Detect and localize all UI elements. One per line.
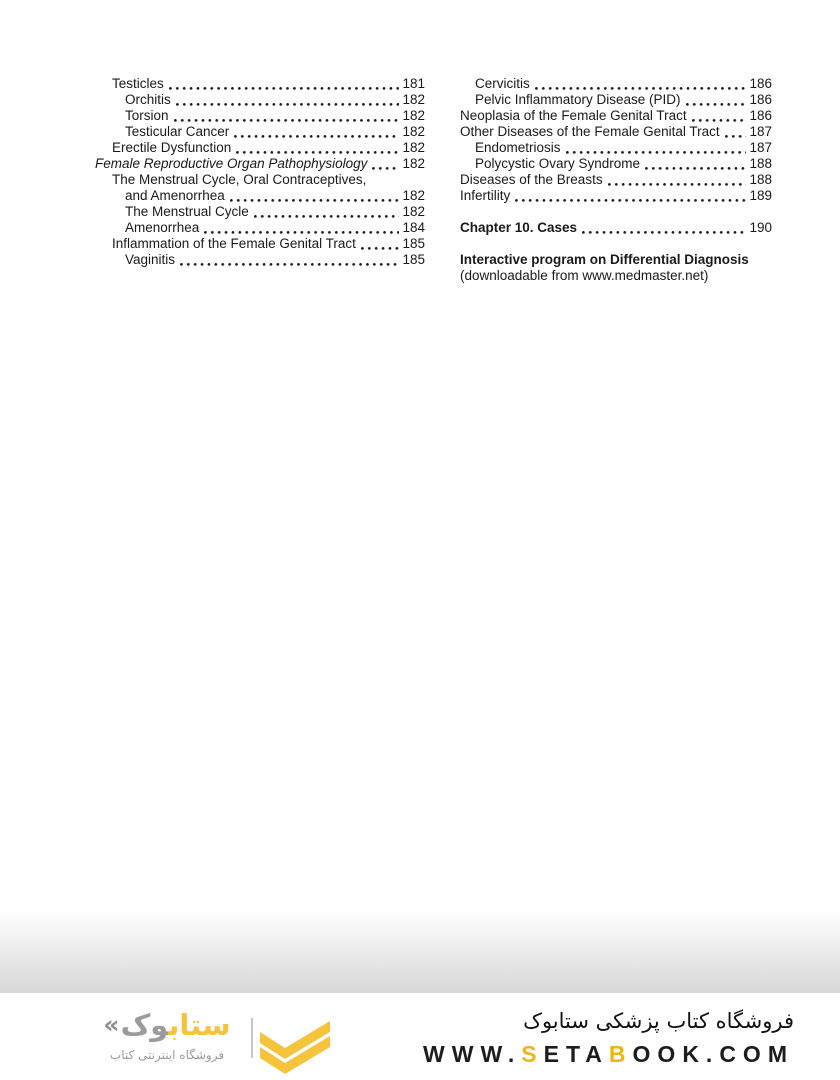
toc-entry-page: 188	[749, 156, 772, 171]
dot-leader	[254, 215, 399, 218]
dot-leader	[645, 167, 746, 170]
dot-leader	[725, 135, 746, 138]
dot-leader	[582, 231, 746, 234]
website-url	[423, 1041, 794, 1067]
toc-entry	[95, 188, 425, 204]
setabook-wordmark	[96, 1005, 238, 1045]
toc-entry-label: Diseases of the Breasts	[460, 172, 603, 187]
chevron-logo-icon	[260, 1021, 330, 1074]
toc-entry	[460, 76, 772, 92]
dot-leader	[361, 247, 399, 250]
toc-chapter-entry	[460, 220, 772, 236]
toc-entry	[95, 108, 425, 124]
toc-entry	[95, 252, 425, 268]
wordmark-gray-part: وک	[120, 1008, 169, 1042]
toc-entry	[460, 156, 772, 172]
toc-entry-label: The Menstrual Cycle, Oral Contraceptives,	[112, 172, 367, 187]
toc-entry-page: 187	[749, 140, 772, 155]
toc-entry-page: 188	[749, 172, 772, 187]
footer-text-block	[423, 1009, 794, 1067]
note-block	[460, 252, 772, 284]
toc-entry-label: Torsion	[125, 108, 169, 123]
toc-entry-page: 186	[749, 108, 772, 123]
toc-entry	[460, 108, 772, 124]
dot-leader	[204, 231, 399, 234]
toc-entry	[95, 92, 425, 108]
dot-leader	[515, 199, 746, 202]
dot-leader	[174, 119, 399, 122]
toc-entry-page: 182	[402, 92, 425, 107]
toc-entry-page: 182	[402, 140, 425, 155]
dot-leader	[372, 167, 399, 170]
toc-entry	[460, 172, 772, 188]
toc-entry-label: Orchitis	[125, 92, 171, 107]
toc-right-entries	[460, 76, 772, 204]
url-segment: WWW.	[423, 1041, 522, 1067]
toc-chapter-page: 190	[749, 220, 772, 235]
logo-tagline: فروشگاه اینترنتی کتاب	[109, 1048, 225, 1062]
toc-entry-page: 182	[402, 124, 425, 139]
toc-entry-label: Erectile Dysfunction	[112, 140, 232, 155]
toc-entry	[95, 156, 425, 172]
toc-entry	[95, 172, 425, 188]
dot-leader	[566, 151, 746, 154]
toc-entry-label: Endometriosis	[475, 140, 561, 155]
dot-leader	[169, 87, 399, 90]
url-highlight-s: S	[521, 1041, 544, 1067]
url-segment: ETA	[543, 1041, 609, 1067]
toc-entry-label: and Amenorrhea	[125, 188, 225, 203]
toc-entry	[95, 220, 425, 236]
toc-entry-label: The Menstrual Cycle	[125, 204, 249, 219]
setabook-logo	[96, 1005, 238, 1062]
toc-entry	[460, 140, 772, 156]
toc-entry-page: 185	[402, 252, 425, 267]
toc-entry-label: Cervicitis	[475, 76, 530, 91]
toc-entry	[95, 76, 425, 92]
toc-entry-page: 182	[402, 204, 425, 219]
dot-leader	[180, 263, 399, 266]
toc-entry-page: 185	[402, 236, 425, 251]
toc-entry-page: 181	[402, 76, 425, 91]
toc-column-right	[460, 76, 772, 284]
toc-entry-label: Amenorrhea	[125, 220, 200, 235]
toc-entry-page: 189	[749, 188, 772, 203]
toc-entry	[460, 188, 772, 204]
note-subtitle: (downloadable from www.medmaster.net)	[460, 268, 709, 283]
toc-entry	[95, 140, 425, 156]
toc-entry-page: 182	[402, 156, 425, 171]
dot-leader	[176, 103, 399, 106]
toc-entry-page: 184	[402, 220, 425, 235]
toc-entry-page: 186	[749, 76, 772, 91]
toc-entry	[95, 236, 425, 252]
toc-entry-label: Neoplasia of the Female Genital Tract	[460, 108, 687, 123]
toc-entry-page: 182	[402, 188, 425, 203]
toc-entry	[460, 92, 772, 108]
toc-entry-label: Infertility	[460, 188, 511, 203]
note-title: Interactive program on Differential Diagnosis	[460, 252, 749, 267]
wordmark-yellow-part: ستاب	[168, 1008, 231, 1042]
toc-entry-page: 187	[749, 124, 772, 139]
toc-entry-label: Testicles	[112, 76, 164, 91]
toc-column-left	[95, 76, 425, 268]
dot-leader	[535, 87, 746, 90]
toc-entry-label: Inflammation of the Female Genital Tract	[112, 236, 356, 251]
toc-entry-page: 182	[402, 108, 425, 123]
dot-leader	[230, 199, 399, 202]
toc-entry	[95, 124, 425, 140]
dot-leader	[608, 183, 746, 186]
url-highlight-b: B	[608, 1041, 633, 1067]
dot-leader	[686, 103, 746, 106]
page-bottom-shadow	[0, 910, 840, 993]
dot-leader	[234, 135, 399, 138]
toc-chapter-label: Chapter 10. Cases	[460, 220, 578, 235]
toc-entry-page: 186	[749, 92, 772, 107]
toc-entry-label: Polycystic Ovary Syndrome	[475, 156, 641, 171]
toc-entry-label: Testicular Cancer	[125, 124, 230, 139]
footer-banner	[0, 993, 840, 1080]
dot-leader	[236, 151, 399, 154]
store-title-fa: فروشگاه کتاب پزشکی ستابوک	[523, 1009, 794, 1033]
url-segment: OOK.COM	[632, 1041, 794, 1067]
dot-leader	[692, 119, 746, 122]
toc-entry	[95, 204, 425, 220]
toc-entry	[460, 124, 772, 140]
guillemet-mark-icon: «	[103, 1010, 120, 1039]
toc-entry-label: Female Reproductive Organ Pathophysiology	[95, 156, 368, 171]
toc-entry-label: Vaginitis	[125, 252, 176, 267]
logo-divider	[251, 1018, 253, 1058]
toc-entry-label: Pelvic Inflammatory Disease (PID)	[475, 92, 681, 107]
toc-entry-label: Other Diseases of the Female Genital Tract	[460, 124, 720, 139]
